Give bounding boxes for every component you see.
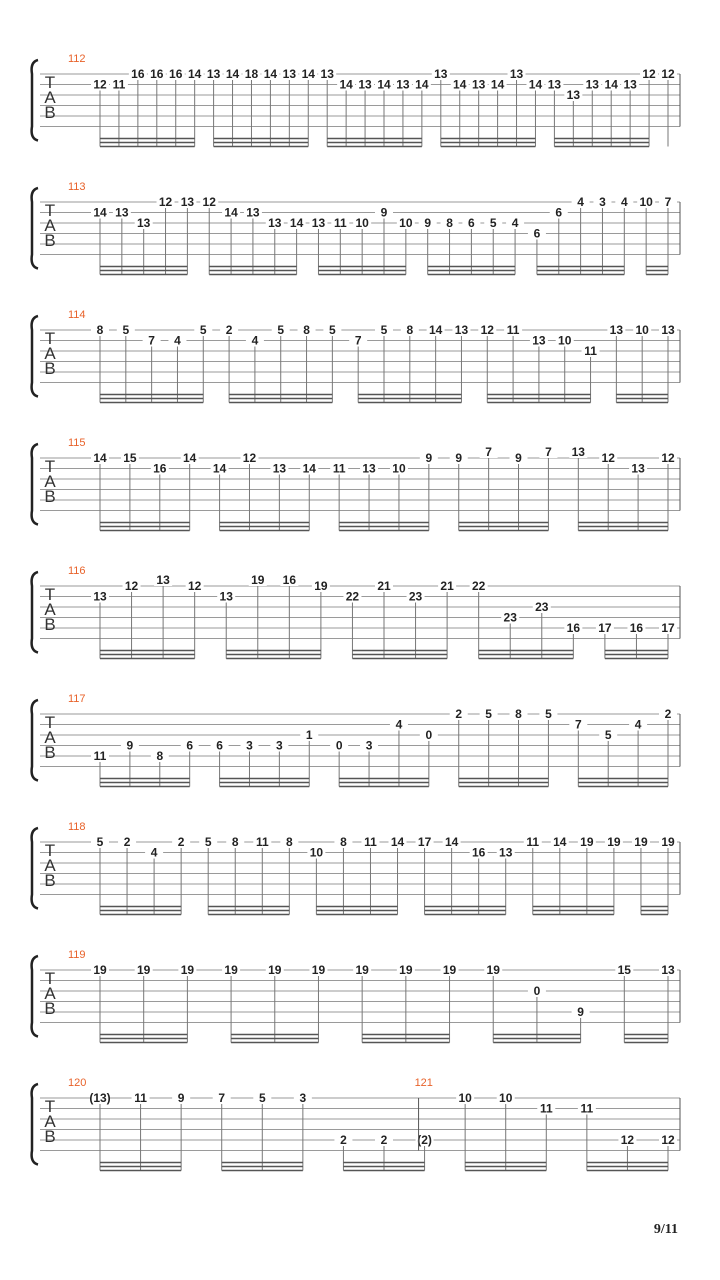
system-bracket — [32, 572, 38, 653]
fret-number: 14 — [528, 77, 543, 92]
fret-number: 16 — [566, 621, 581, 635]
fret-number: 13 — [362, 461, 376, 476]
fret-number: 5 — [277, 323, 285, 337]
fret-number: 13 — [623, 77, 637, 92]
tab-clef-letter: A — [44, 344, 56, 363]
fret-number: 13 — [661, 323, 675, 337]
fret-number: 11 — [332, 461, 346, 476]
fret-number: 8 — [515, 707, 522, 721]
system-bracket — [32, 188, 38, 269]
tab-clef-letter: T — [44, 329, 56, 348]
tab-clef-letter: A — [44, 216, 56, 235]
fret-number: 5 — [204, 835, 212, 849]
fret-number: 14 — [187, 67, 202, 81]
fret-number: 7 — [354, 333, 362, 348]
tab-clef-letter: B — [44, 615, 56, 634]
fret-number: 13 — [547, 77, 562, 92]
fret-number: 12 — [93, 77, 107, 92]
fret-number: 13 — [311, 216, 326, 230]
fret-number: 13 — [434, 67, 448, 81]
fret-number: 4 — [174, 333, 181, 348]
fret-number: 10 — [499, 1091, 513, 1105]
fret-number: 5 — [489, 216, 497, 230]
fret-number: 4 — [251, 333, 259, 348]
fret-number: 12 — [158, 195, 173, 209]
tab-clef-letter: T — [44, 457, 56, 476]
fret-number: 12 — [642, 67, 656, 81]
fret-number: 14 — [93, 205, 107, 220]
fret-number: 12 — [187, 579, 202, 593]
tab-clef-letter: B — [44, 359, 56, 378]
fret-number: 5 — [122, 323, 130, 337]
tab-clef-letter: T — [44, 969, 56, 988]
fret-number: 6 — [533, 226, 541, 241]
fret-number: 13 — [219, 589, 233, 604]
fret-number: 8 — [303, 323, 310, 337]
fret-number: 13 — [180, 195, 195, 209]
fret-number: 14 — [212, 461, 227, 476]
fret-number: 14 — [339, 77, 353, 92]
fret-number: 14 — [390, 835, 405, 849]
fret-number: 12 — [620, 1133, 635, 1147]
fret-number: 19 — [486, 963, 500, 977]
fret-number: 19 — [311, 963, 326, 977]
tab-clef-letter: B — [44, 743, 56, 762]
fret-number: 4 — [634, 717, 642, 732]
system-bracket — [32, 700, 38, 781]
tab-clef-letter: A — [44, 600, 56, 619]
fret-number: 4 — [620, 195, 628, 209]
fret-number: 13 — [268, 216, 282, 230]
measure-number: 118 — [68, 821, 86, 833]
measure-number: 116 — [68, 565, 86, 577]
fret-number: 3 — [599, 195, 606, 209]
fret-number: 11 — [364, 835, 377, 849]
fret-number: 14 — [377, 77, 391, 92]
fret-number: 2 — [340, 1133, 347, 1147]
fret-number: 0 — [533, 984, 541, 998]
fret-number: 23 — [503, 610, 517, 625]
fret-number: 5 — [485, 707, 492, 721]
fret-number: 17 — [417, 835, 432, 849]
fret-number: 5 — [380, 323, 388, 337]
measure-number: 119 — [68, 949, 86, 961]
fret-number: 9 — [380, 205, 388, 220]
fret-number: 2 — [225, 323, 233, 337]
fret-number: 6 — [186, 738, 194, 753]
fret-number: 13 — [206, 67, 221, 81]
fret-number: 19 — [180, 963, 195, 977]
fret-number: 10 — [399, 216, 413, 230]
fret-number: 8 — [231, 835, 239, 849]
fret-number: 17 — [598, 621, 612, 635]
fret-number: 7 — [664, 195, 672, 209]
fret-number: 4 — [577, 195, 584, 209]
fret-number: 23 — [408, 589, 423, 604]
fret-number: (2) — [417, 1133, 432, 1147]
fret-number: 14 — [490, 77, 505, 92]
fret-number: 2 — [664, 707, 672, 721]
fret-number: 8 — [156, 749, 164, 763]
measure-number: 113 — [68, 181, 86, 193]
fret-number: 11 — [584, 344, 597, 358]
fret-number: 19 — [93, 963, 107, 977]
fret-number: 2 — [380, 1133, 388, 1147]
fret-number: 13 — [471, 77, 486, 92]
fret-number: 13 — [137, 216, 151, 230]
fret-number: 14 — [428, 323, 443, 337]
fret-number: 19 — [399, 963, 413, 977]
fret-number: 10 — [392, 461, 406, 476]
page-number: 9/11 — [653, 1222, 678, 1237]
fret-number: 22 — [471, 579, 486, 593]
fret-number: 12 — [242, 451, 257, 465]
fret-number: 13 — [571, 445, 585, 459]
fret-number: 11 — [539, 1101, 553, 1116]
system-bracket — [32, 444, 38, 525]
fret-number: 14 — [444, 835, 459, 849]
tab-clef-letter: A — [44, 856, 56, 875]
fret-number: 2 — [455, 707, 463, 721]
fret-number: 5 — [545, 707, 552, 721]
fret-number: 9 — [425, 451, 433, 465]
system-bracket — [32, 956, 38, 1037]
fret-number: 9 — [577, 1005, 584, 1019]
fret-number: 11 — [580, 1101, 594, 1116]
tab-clef-letter: A — [44, 984, 56, 1003]
fret-number: 7 — [545, 445, 552, 459]
fret-number: 13 — [585, 77, 599, 92]
fret-number: 13 — [566, 88, 581, 102]
fret-number: 10 — [309, 845, 324, 860]
fret-number: 19 — [224, 963, 238, 977]
fret-number: 1 — [305, 728, 313, 742]
fret-number: 14 — [302, 461, 316, 476]
tab-clef-letter: B — [44, 1127, 56, 1146]
fret-number: 4 — [395, 717, 403, 732]
fret-number: 14 — [93, 451, 107, 465]
measure-number: 115 — [68, 437, 86, 449]
fret-number: 14 — [415, 77, 429, 92]
fret-number: 11 — [112, 77, 126, 92]
fret-number: 14 — [263, 67, 278, 81]
fret-number: 4 — [511, 216, 519, 230]
fret-number: 15 — [123, 451, 137, 465]
fret-number: 5 — [329, 323, 336, 337]
fret-number: 7 — [574, 717, 582, 732]
system-bracket — [32, 60, 38, 141]
fret-number: 14 — [301, 67, 315, 81]
fret-number: 14 — [183, 451, 197, 465]
tab-clef-letter: A — [44, 88, 56, 107]
fret-number: 11 — [134, 1091, 147, 1105]
tab-clef-letter: A — [44, 472, 56, 491]
fret-number: 19 — [137, 963, 151, 977]
fret-number: 14 — [604, 77, 618, 92]
fret-number: 13 — [509, 67, 524, 81]
fret-number: 11 — [506, 323, 520, 337]
fret-number: 5 — [96, 835, 104, 849]
fret-number: 13 — [631, 461, 645, 476]
measure-number: 121 — [414, 1077, 433, 1089]
fret-number: 14 — [553, 835, 567, 849]
fret-number: 4 — [150, 845, 158, 860]
fret-number: 13 — [272, 461, 287, 476]
fret-number: 3 — [246, 738, 253, 753]
fret-number: 8 — [340, 835, 347, 849]
fret-number: 10 — [635, 323, 649, 337]
fret-number: 3 — [365, 738, 373, 753]
fret-number: 11 — [526, 835, 540, 849]
fret-number: 23 — [535, 600, 549, 614]
fret-number: 12 — [480, 323, 494, 337]
fret-number: 8 — [96, 323, 104, 337]
fret-number: 13 — [358, 77, 372, 92]
fret-number: 13 — [661, 963, 675, 977]
tab-clef-letter: B — [44, 103, 56, 122]
fret-number: 13 — [499, 845, 513, 860]
fret-number: 10 — [558, 333, 572, 348]
measure-number: 120 — [68, 1077, 87, 1089]
fret-number: 14 — [453, 77, 467, 92]
fret-number: 13 — [282, 67, 297, 81]
fret-number: 9 — [515, 451, 522, 465]
fret-number: 21 — [440, 579, 454, 593]
fret-number: 14 — [225, 67, 240, 81]
fret-number: 22 — [345, 589, 360, 604]
fret-number: 9 — [424, 216, 432, 230]
fret-number: 12 — [124, 579, 139, 593]
fret-number: 16 — [131, 67, 145, 81]
fret-number: 13 — [156, 573, 170, 587]
fret-number: 13 — [115, 205, 129, 220]
fret-number: 19 — [607, 835, 621, 849]
fret-number: 12 — [202, 195, 216, 209]
tab-clef-letter: B — [44, 871, 56, 890]
fret-number: 14 — [224, 205, 238, 220]
fret-number: 6 — [555, 205, 563, 220]
fret-number: 17 — [661, 621, 675, 635]
fret-number: 19 — [355, 963, 369, 977]
system-bracket — [32, 828, 38, 909]
fret-number: 2 — [177, 835, 185, 849]
tab-clef-letter: B — [44, 487, 56, 506]
fret-number: 13 — [93, 589, 107, 604]
fret-number: 16 — [629, 621, 644, 635]
fret-number: 8 — [285, 835, 293, 849]
fret-number: 5 — [258, 1091, 266, 1105]
fret-number: 19 — [251, 573, 265, 587]
fret-number: 5 — [199, 323, 207, 337]
fret-number: 19 — [442, 963, 457, 977]
fret-number: 12 — [661, 1133, 675, 1147]
fret-number: 7 — [218, 1091, 226, 1105]
fret-number: 16 — [282, 573, 297, 587]
fret-number: 19 — [661, 835, 675, 849]
fret-number: 16 — [150, 67, 164, 81]
measure-number: 114 — [68, 309, 86, 321]
measure-number: 112 — [68, 53, 86, 65]
fret-number: 10 — [458, 1091, 472, 1105]
measure-number: 117 — [68, 693, 86, 705]
fret-number: 11 — [93, 749, 107, 763]
fret-number: 6 — [468, 216, 475, 230]
tab-clef-letter: B — [44, 999, 56, 1018]
fret-number: 8 — [446, 216, 453, 230]
fret-number: 9 — [455, 451, 463, 465]
fret-number: 3 — [276, 738, 283, 753]
fret-number: 13 — [609, 323, 624, 337]
fret-number: 0 — [425, 728, 433, 742]
fret-number: 19 — [268, 963, 282, 977]
tab-clef-letter: T — [44, 201, 56, 220]
fret-number: 12 — [661, 451, 675, 465]
fret-number: 9 — [177, 1091, 185, 1105]
fret-number: 14 — [289, 216, 304, 230]
fret-number: 6 — [216, 738, 223, 753]
fret-number: 10 — [355, 216, 369, 230]
fret-number: 16 — [153, 461, 167, 476]
fret-number: 21 — [377, 579, 391, 593]
fret-number: 18 — [244, 67, 259, 81]
tab-clef-letter: T — [44, 585, 56, 604]
system-bracket — [32, 316, 38, 397]
fret-number: 16 — [169, 67, 183, 81]
fret-number: 7 — [485, 445, 492, 459]
tab-clef-letter: T — [44, 841, 56, 860]
fret-number: 9 — [126, 738, 134, 753]
fret-number: 19 — [580, 835, 594, 849]
fret-number: 5 — [604, 728, 612, 742]
fret-number: 13 — [320, 67, 334, 81]
system-bracket — [32, 1084, 38, 1165]
fret-number: 12 — [601, 451, 615, 465]
fret-number: 19 — [634, 835, 648, 849]
tab-clef-letter: T — [44, 73, 56, 92]
fret-number: 11 — [255, 835, 269, 849]
tab-clef-letter: A — [44, 728, 56, 747]
fret-number: 16 — [471, 845, 486, 860]
fret-number: 13 — [246, 205, 260, 220]
fret-number: (13) — [89, 1091, 111, 1105]
tab-clef-letter: A — [44, 1112, 56, 1131]
fret-number: 7 — [148, 333, 155, 348]
fret-number: 15 — [617, 963, 631, 977]
tab-clef-letter: T — [44, 1097, 56, 1116]
fret-number: 13 — [532, 333, 546, 348]
fret-number: 10 — [639, 195, 653, 209]
tab-clef-letter: T — [44, 713, 56, 732]
fret-number: 12 — [661, 67, 675, 81]
fret-number: 3 — [299, 1091, 307, 1105]
fret-number: 13 — [454, 323, 469, 337]
fret-number: 19 — [314, 579, 328, 593]
fret-number: 13 — [396, 77, 410, 92]
fret-number: 2 — [123, 835, 131, 849]
tab-clef-letter: B — [44, 231, 56, 250]
fret-number: 8 — [406, 323, 414, 337]
fret-number: 11 — [333, 216, 347, 230]
fret-number: 0 — [335, 738, 343, 753]
